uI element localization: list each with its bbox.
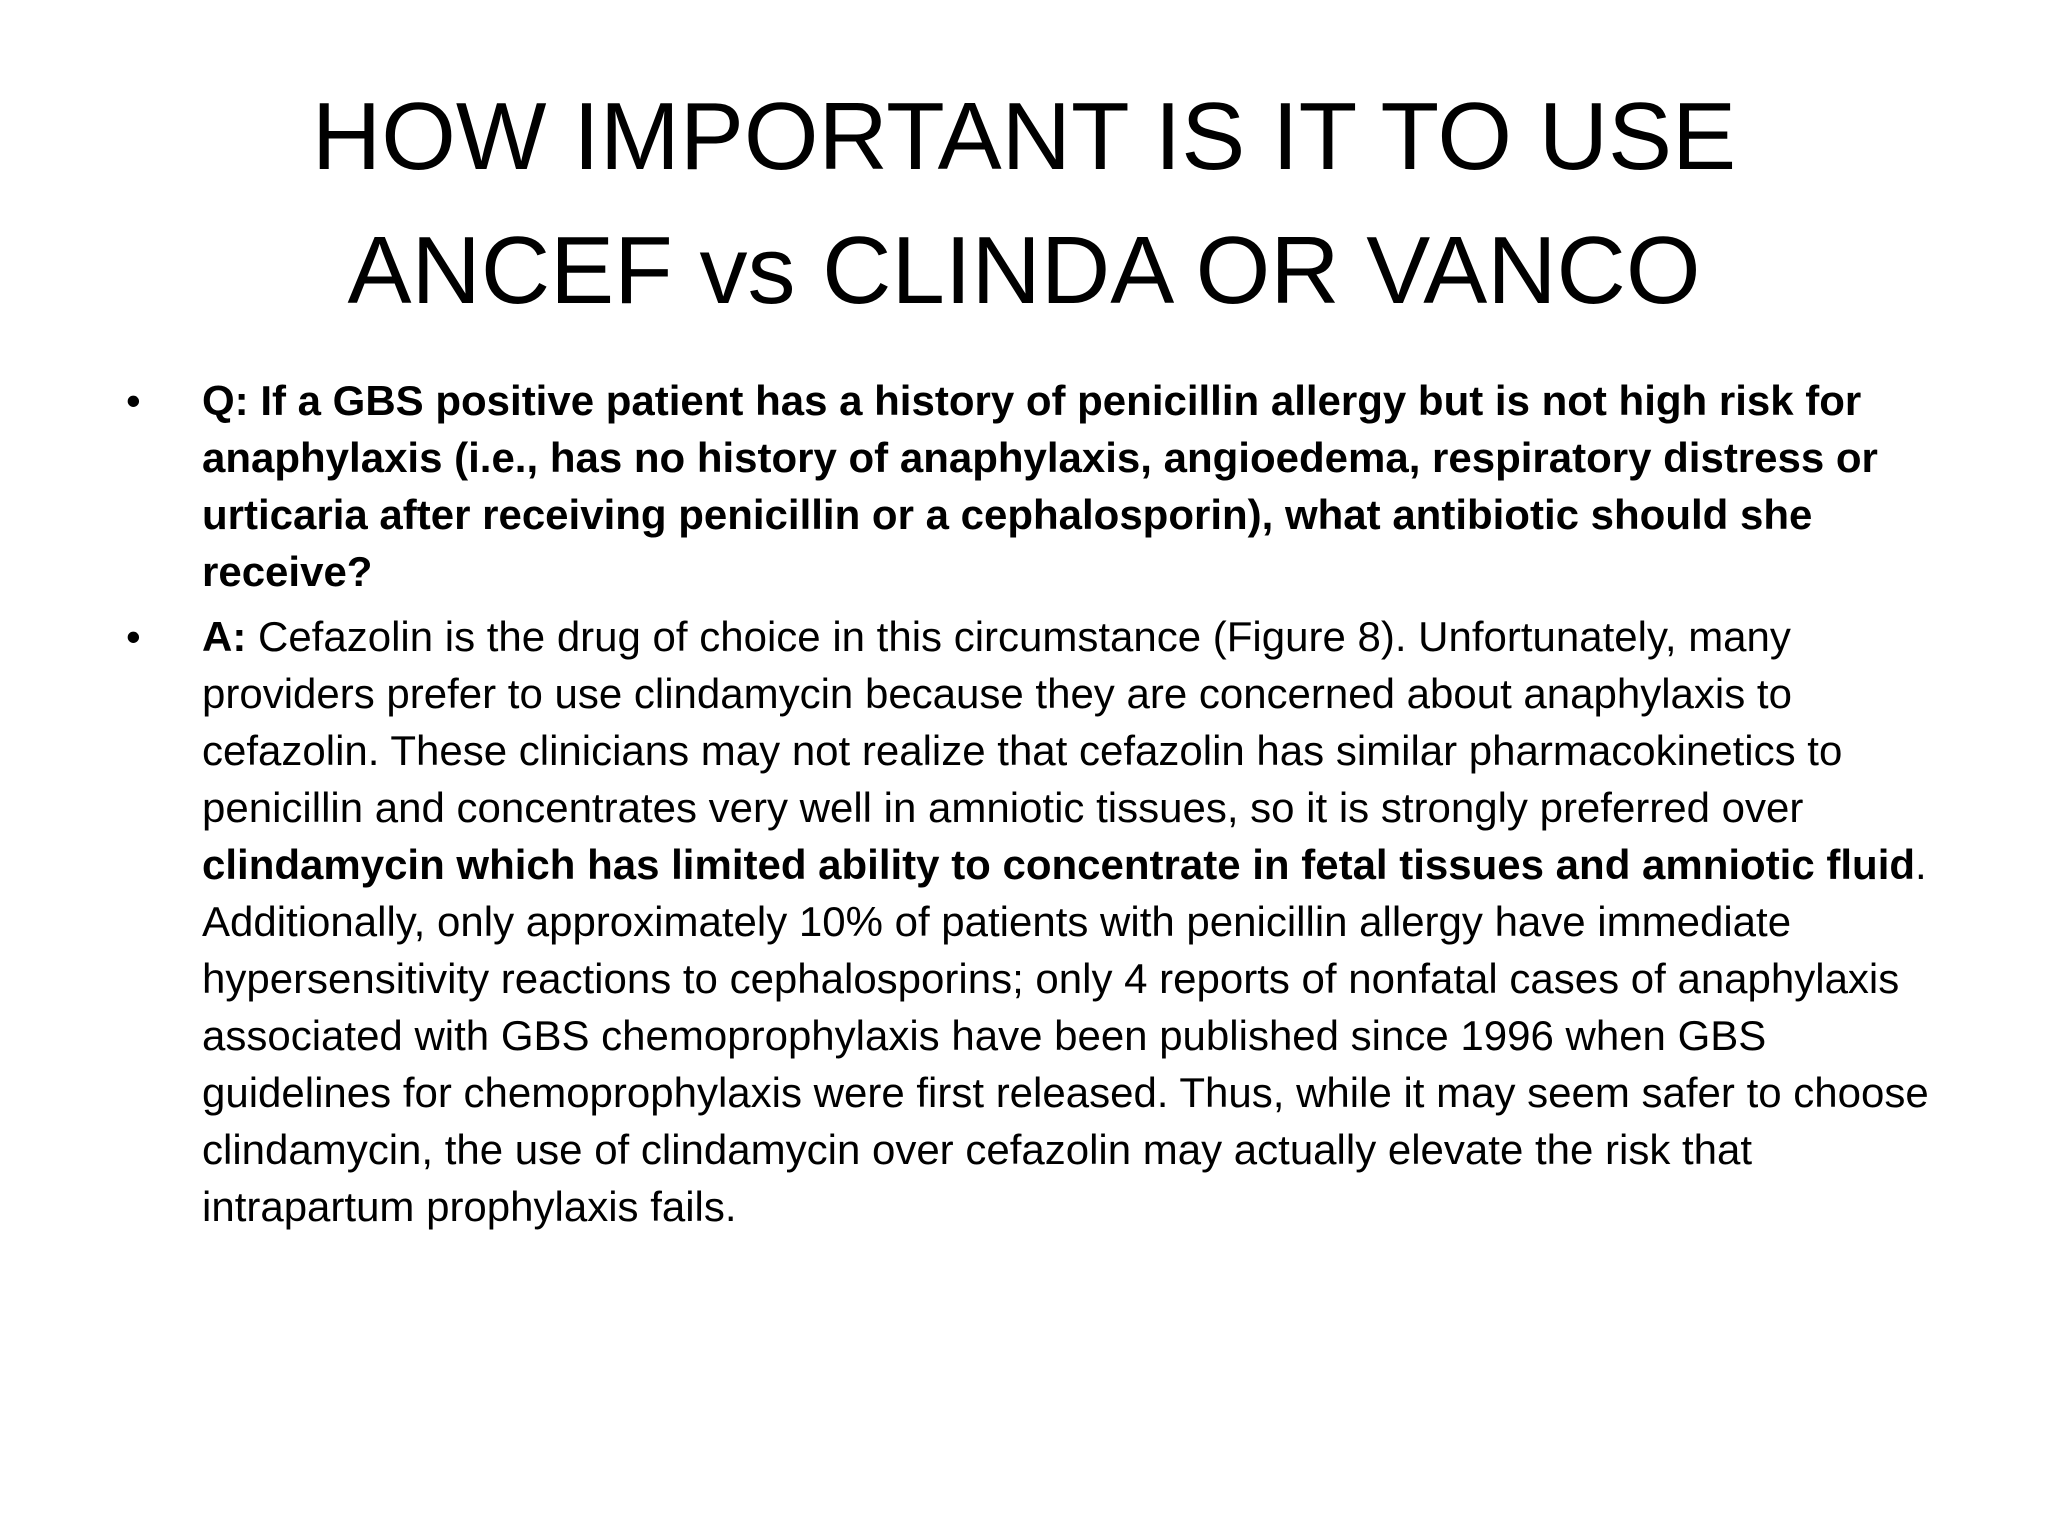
bullet-dot-icon: •: [126, 613, 141, 660]
title-line-2: ANCEF vs CLINDA OR VANCO: [347, 217, 1701, 324]
question-bullet: [120, 372, 1950, 600]
question-text: Q: If a GBS positive patient has a history of penicillin allergy but is not high risk for anaphylaxis (i.e., has no history of anaphylaxis, angioedema, respiratory distress or urticaria after receiving penicillin or a cephalosporin), what antibiotic should she receive?: [202, 377, 1878, 595]
bullet-dot-icon: •: [126, 377, 141, 424]
slide-title: [200, 70, 1848, 338]
title-line-1: HOW IMPORTANT IS IT TO USE: [311, 83, 1737, 190]
answer-prefix: A:: [202, 613, 247, 660]
answer-emphasis: clindamycin which has limited ability to concentrate in fetal tissues and amniotic fluid: [202, 841, 1916, 888]
answer-text-part-2: . Additionally, only approximately 10% of patients with penicillin allergy have immediate hypersensitivity reactions to cephalosporins; only 4 reports of nonfatal cases of anaphylaxis associated with GBS chemoprophylaxis have been published since 1996 when GBS guidelines for chemoprophylaxis were first released. Thus, while it may seem safer to choose clindamycin, the use of clindamycin over cefazolin may actually elevate the risk that intrapartum prophylaxis fails.: [202, 841, 1929, 1230]
bullet-list: [120, 372, 1950, 1243]
answer-text-part-1: Cefazolin is the drug of choice in this circumstance (Figure 8). Unfortunately, many providers prefer to use clindamycin because they are concerned about anaphylaxis to cefazolin. These clinicians may not realize that cefazolin has similar pharmacokinetics to penicillin and concentrates very well in amniotic tissues, so it is strongly preferred over: [202, 613, 1843, 831]
answer-bullet: [120, 608, 1950, 1235]
